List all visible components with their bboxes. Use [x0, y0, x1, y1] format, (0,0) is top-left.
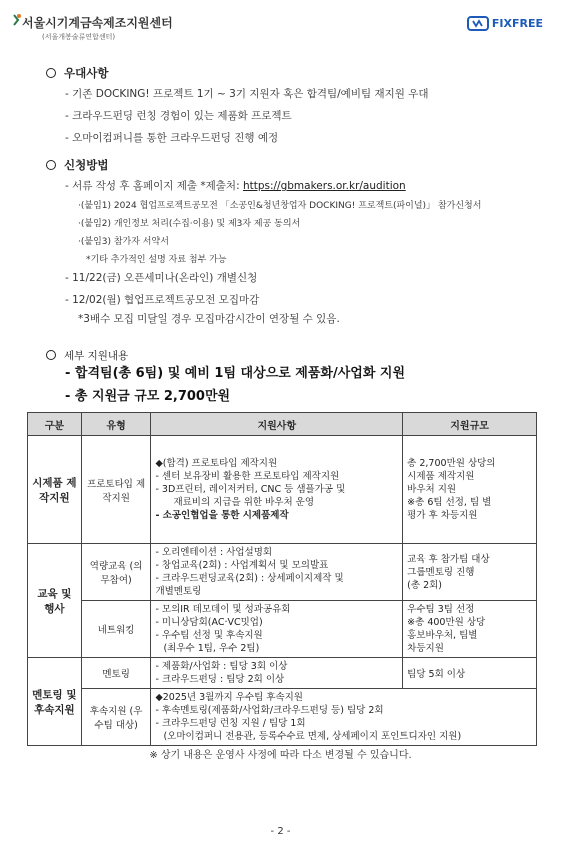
fixfree-logo-icon — [467, 14, 489, 32]
logo-text: FIXFREE — [491, 16, 543, 30]
org-logo-mark — [12, 13, 21, 27]
benefit-item: - 기존 DOCKING! 프로젝트 1기 ~ 3기 지원자 혹은 합격팀/예비팀 재지원 우대 — [65, 88, 429, 100]
support-line1: - 합격팀(총 6팀) 및 예비 1팀 대상으로 제품화/사업화 지원 — [65, 366, 406, 381]
category-cell: 교육 및 행사 — [28, 544, 82, 658]
type-cell: 역량교육 (의무참여) — [81, 544, 151, 601]
org-name: 서울시기계금속제조지원센터 — [22, 16, 173, 30]
benefits-heading: 우대사항 — [46, 65, 108, 81]
attachment-item: ·(붙임3) 참가자 서약서 — [78, 237, 169, 247]
attachment-item: ·(붙임1) 2024 협업프로젝트공모전 「소공인&청년창업자 DOCKING! 프로젝트(파이널)」 참가신청서 — [78, 201, 482, 211]
support-heading: 세부 지원내용 — [46, 348, 128, 363]
details-cell: - 오리엔테이션 : 사업설명회 - 창업교육(2회) : 사업계획서 및 모의발표 - 크라우드펀딩교육(2회) : 상세페이지제작 및 개별멘토링 — [151, 544, 403, 601]
support-line2: - 총 지원금 규모 2,700만원 — [65, 389, 231, 404]
submit-link[interactable]: https://gbmakers.or.kr/audition — [242, 180, 406, 192]
scale-cell: 우수팀 3팀 선정 ※총 400만원 상당 홍보바우처, 팀별 차등지원 — [403, 601, 537, 658]
type-cell: 네트워킹 — [81, 601, 151, 658]
category-cell: 멘토링 및 후속지원 — [28, 658, 82, 746]
page-number: - 2 - — [270, 826, 291, 837]
benefit-item: - 크라우드펀딩 런칭 경험이 있는 제품화 프로젝트 — [65, 110, 292, 122]
col-header: 유형 — [81, 413, 151, 436]
col-header: 지원사항 — [151, 413, 403, 436]
scale-cell: 총 2,700만원 상당의 시제품 제작지원 바우처 지원 ※총 6팀 선정, 팀 별 평가 후 차등지원 — [403, 436, 537, 544]
scale-cell: 팀당 5회 이상 — [403, 658, 537, 689]
details-cell: - 제품화/사업화 : 팀당 3회 이상 - 크라우드펀딩 : 팀당 2회 이상 — [151, 658, 403, 689]
bullet-circle-icon — [46, 160, 56, 170]
details-cell: - 모의IR 데모데이 및 성과공유회 - 미니상담회(AC·VC밋업) - 우수팀 선정 및 후속지원 (최우수 1팀, 우수 2팀) — [151, 601, 403, 658]
col-header: 지원규모 — [403, 413, 537, 436]
apply-seminar: - 11/22(금) 오픈세미나(온라인) 개별신청 — [65, 272, 258, 284]
scale-cell: 교육 후 참가팀 대상 그룹멘토링 진행 (총 2회) — [403, 544, 537, 601]
bullet-circle-icon — [46, 68, 56, 78]
org-subtitle: (서울개봉술류연합센터) — [42, 33, 116, 41]
category-cell: 시제품 제작지원 — [28, 436, 82, 544]
details-cell: ◆(합격) 프로토타입 제작지원 - 센터 보유장비 활용한 프로토타입 제작지원 - 3D프린터, 레이저커터, CNC 등 샘플가공 및 재료비의 지급을 위한 바우처 운영 - 소공인협업을 통한 시제품제작 — [151, 436, 403, 544]
benefit-item: - 오마이컴퍼니를 통한 크라우드펀딩 진행 예정 — [65, 132, 279, 144]
apply-deadline: - 12/02(월) 협업프로젝트공모전 모집마감 — [65, 294, 260, 306]
type-cell: 프로토타입 제작지원 — [81, 436, 151, 544]
attachment-item: ·(붙임2) 개인정보 처리(수집·이용) 및 제3자 제공 동의서 — [78, 219, 301, 229]
support-table — [27, 412, 537, 746]
apply-submit: - 서류 작성 후 홈페이지 제출 *제출처: https://gbmakers.or.kr/audition — [65, 180, 406, 192]
footnote: ※ 상기 내용은 운영사 사정에 따라 다소 변경될 수 있습니다. — [149, 750, 412, 761]
attachment-note: *기타 추가적인 설명 자료 첨부 가능 — [86, 255, 227, 265]
type-cell: 멘토링 — [81, 658, 151, 689]
fixfree-logo — [467, 14, 543, 32]
apply-deadline-note: *3배수 모집 미달일 경우 모집마감시간이 연장될 수 있음. — [78, 313, 340, 325]
apply-heading: 신청방법 — [46, 157, 108, 173]
details-cell: ◆2025년 3월까지 우수팀 후속지원 - 후속멘토링(제품화/사업화/크라우드펀딩 등) 팀당 2회 - 크라우드펀딩 런칭 지원 / 팀당 1회 (오마이컴퍼니 전용관, 등록수수료 면제, 상세페이지 포인트디자인 지원) — [151, 689, 537, 746]
type-cell: 후속지원 (우수팀 대상) — [81, 689, 151, 746]
bullet-circle-icon — [46, 350, 56, 360]
col-header: 구분 — [28, 413, 82, 436]
org-header — [22, 14, 173, 42]
